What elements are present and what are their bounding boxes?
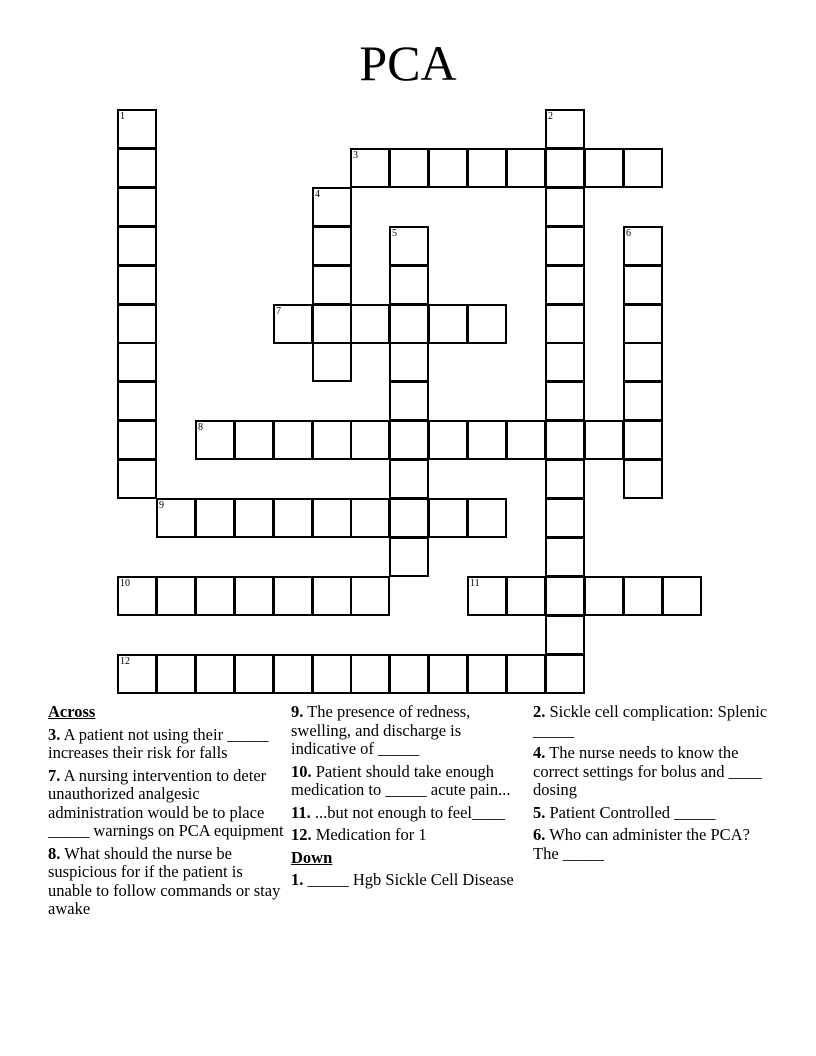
cell-number: 6	[626, 228, 631, 239]
grid-cell[interactable]	[117, 381, 157, 421]
clue-item	[291, 703, 525, 759]
clue-item	[48, 845, 284, 919]
grid-cell[interactable]	[506, 420, 546, 460]
clue-item	[291, 804, 525, 823]
cell-number: 7	[276, 306, 281, 317]
clue-number: 11.	[291, 802, 311, 822]
grid-cell[interactable]	[273, 304, 313, 344]
grid-cell[interactable]	[545, 654, 585, 694]
grid-cell[interactable]	[195, 498, 235, 538]
grid-cell[interactable]	[117, 148, 157, 188]
clue-number: 2.	[533, 702, 546, 721]
grid-cell[interactable]	[623, 420, 663, 460]
grid-cell[interactable]	[662, 576, 702, 616]
grid-cell[interactable]	[117, 187, 157, 227]
grid-cell[interactable]	[350, 576, 390, 616]
cell-number: 11	[470, 578, 480, 589]
grid-cell[interactable]	[312, 420, 352, 460]
clue-number: 8.	[48, 843, 61, 863]
grid-cell[interactable]	[506, 576, 546, 616]
grid-cell[interactable]	[117, 226, 157, 266]
grid-cell[interactable]	[389, 148, 429, 188]
grid-cell[interactable]	[350, 148, 390, 188]
grid-cell[interactable]	[117, 420, 157, 460]
clue-number: 4.	[533, 743, 546, 762]
grid-cell[interactable]	[234, 654, 274, 694]
grid-cell[interactable]	[195, 420, 235, 460]
cell-number: 8	[198, 422, 203, 433]
grid-cell[interactable]	[195, 576, 235, 616]
clue-item	[533, 703, 773, 740]
grid-cell[interactable]	[623, 148, 663, 188]
clue-item	[533, 744, 773, 800]
clue-column-2	[291, 703, 525, 894]
grid-cell[interactable]	[273, 576, 313, 616]
grid-cell[interactable]	[389, 381, 429, 421]
grid-cell[interactable]	[312, 187, 352, 227]
grid-cell[interactable]	[428, 304, 468, 344]
clue-number: 1.	[291, 870, 304, 889]
grid-cell[interactable]	[545, 459, 585, 499]
grid-cell[interactable]	[545, 304, 585, 344]
clue-text: ...but not enough to feel____	[310, 802, 506, 822]
clue-column-3	[533, 703, 773, 867]
grid-cell[interactable]	[467, 148, 507, 188]
clue-text: The nurse needs to know the correct settings for bolus and ____ dosing	[533, 743, 762, 799]
grid-cell[interactable]	[117, 265, 157, 305]
grid-cell[interactable]	[584, 420, 624, 460]
grid-cell[interactable]	[545, 537, 585, 577]
grid-cell[interactable]	[312, 265, 352, 305]
grid-cell[interactable]	[506, 148, 546, 188]
cell-number: 2	[548, 111, 553, 122]
cell-number: 4	[315, 189, 320, 200]
grid-cell[interactable]	[584, 576, 624, 616]
grid-cell[interactable]	[273, 420, 313, 460]
clue-item	[48, 767, 284, 841]
grid-cell[interactable]	[117, 654, 157, 694]
grid-cell[interactable]	[389, 304, 429, 344]
grid-cell[interactable]	[428, 420, 468, 460]
grid-cell[interactable]	[389, 654, 429, 694]
grid-cell[interactable]	[623, 459, 663, 499]
grid-cell[interactable]	[389, 226, 429, 266]
grid-cell[interactable]	[623, 342, 663, 382]
grid-cell[interactable]	[506, 654, 546, 694]
grid-cell[interactable]	[623, 576, 663, 616]
cell-number: 5	[392, 228, 397, 239]
clue-text: Patient Controlled _____	[545, 802, 716, 822]
grid-cell[interactable]	[273, 654, 313, 694]
grid-cell[interactable]	[389, 537, 429, 577]
grid-cell[interactable]	[623, 226, 663, 266]
clue-item	[533, 804, 773, 823]
grid-cell[interactable]	[350, 420, 390, 460]
cell-number: 12	[120, 656, 130, 667]
grid-cell[interactable]	[623, 381, 663, 421]
grid-cell[interactable]	[545, 420, 585, 460]
clue-item	[533, 826, 773, 863]
grid-cell[interactable]	[273, 498, 313, 538]
clue-number: 3.	[48, 724, 61, 744]
grid-cell[interactable]	[389, 498, 429, 538]
grid-cell[interactable]	[117, 576, 157, 616]
grid-cell[interactable]	[117, 109, 157, 149]
grid-cell[interactable]	[467, 420, 507, 460]
grid-cell[interactable]	[389, 420, 429, 460]
grid-cell[interactable]	[428, 654, 468, 694]
across-heading: Across	[48, 702, 96, 721]
grid-cell[interactable]	[312, 498, 352, 538]
cell-number: 10	[120, 578, 130, 589]
grid-cell[interactable]	[117, 459, 157, 499]
grid-cell[interactable]	[117, 304, 157, 344]
grid-cell[interactable]	[389, 459, 429, 499]
grid-cell[interactable]	[350, 654, 390, 694]
clue-text: A patient not using their _____ increases their risk for falls	[48, 724, 269, 762]
grid-cell[interactable]	[623, 304, 663, 344]
grid-cell[interactable]	[467, 576, 507, 616]
clue-item	[291, 763, 525, 800]
cell-number: 9	[159, 500, 164, 511]
grid-cell[interactable]	[350, 304, 390, 344]
grid-cell[interactable]	[312, 304, 352, 344]
grid-cell[interactable]	[467, 654, 507, 694]
grid-cell[interactable]	[117, 342, 157, 382]
clue-text: The presence of redness, swelling, and discharge is indicative of _____	[291, 702, 471, 758]
grid-cell[interactable]	[234, 498, 274, 538]
grid-cell[interactable]	[623, 265, 663, 305]
clue-item	[48, 726, 284, 763]
grid-cell[interactable]	[545, 342, 585, 382]
grid-cell[interactable]	[545, 148, 585, 188]
clue-number: 5.	[533, 802, 546, 822]
cell-number: 3	[353, 150, 358, 161]
clue-column-1	[48, 703, 284, 923]
grid-cell[interactable]	[545, 576, 585, 616]
grid-cell[interactable]	[467, 498, 507, 538]
clue-number: 12.	[291, 825, 312, 844]
grid-cell[interactable]	[195, 654, 235, 694]
clue-text: Sickle cell complication: Splenic _____	[533, 702, 768, 740]
cell-number: 1	[120, 111, 125, 122]
down-heading: Down	[291, 847, 333, 867]
grid-cell[interactable]	[545, 109, 585, 149]
grid-cell[interactable]	[584, 148, 624, 188]
clue-text: A nursing intervention to deter unauthorized analgesic administration would be to place _____ warnings on PCA equipment	[48, 765, 284, 840]
grid-cell[interactable]	[467, 304, 507, 344]
grid-cell[interactable]	[545, 187, 585, 227]
grid-cell[interactable]	[312, 654, 352, 694]
grid-cell[interactable]	[234, 576, 274, 616]
clue-text: Medication for 1	[311, 825, 427, 844]
clue-text: _____ Hgb Sickle Cell Disease	[303, 870, 514, 889]
grid-cell[interactable]	[545, 498, 585, 538]
grid-cell[interactable]	[428, 498, 468, 538]
grid-cell[interactable]	[428, 148, 468, 188]
grid-cell[interactable]	[545, 226, 585, 266]
grid-cell[interactable]	[545, 265, 585, 305]
grid-cell[interactable]	[312, 576, 352, 616]
clue-text: What should the nurse be suspicious for if the patient is unable to follow commands or stay awake	[48, 843, 281, 918]
grid-cell[interactable]	[389, 265, 429, 305]
grid-cell[interactable]	[312, 342, 352, 382]
clue-number: 7.	[48, 765, 61, 785]
clue-text: Patient should take enough medication to _____ acute pain...	[291, 761, 511, 799]
clue-number: 10.	[291, 761, 312, 781]
grid-cell[interactable]	[156, 654, 196, 694]
grid-cell[interactable]	[234, 420, 274, 460]
grid-cell[interactable]	[545, 615, 585, 655]
clue-number: 9.	[291, 702, 304, 721]
grid-cell[interactable]	[312, 226, 352, 266]
grid-cell[interactable]	[156, 576, 196, 616]
clue-item	[291, 871, 525, 890]
puzzle-title: PCA	[359, 35, 457, 91]
grid-cell[interactable]	[545, 381, 585, 421]
grid-cell[interactable]	[350, 498, 390, 538]
clue-number: 6.	[533, 825, 546, 844]
clue-item	[291, 826, 525, 845]
clue-text: Who can administer the PCA? The _____	[533, 825, 750, 863]
grid-cell[interactable]	[389, 342, 429, 382]
grid-cell[interactable]	[156, 498, 196, 538]
